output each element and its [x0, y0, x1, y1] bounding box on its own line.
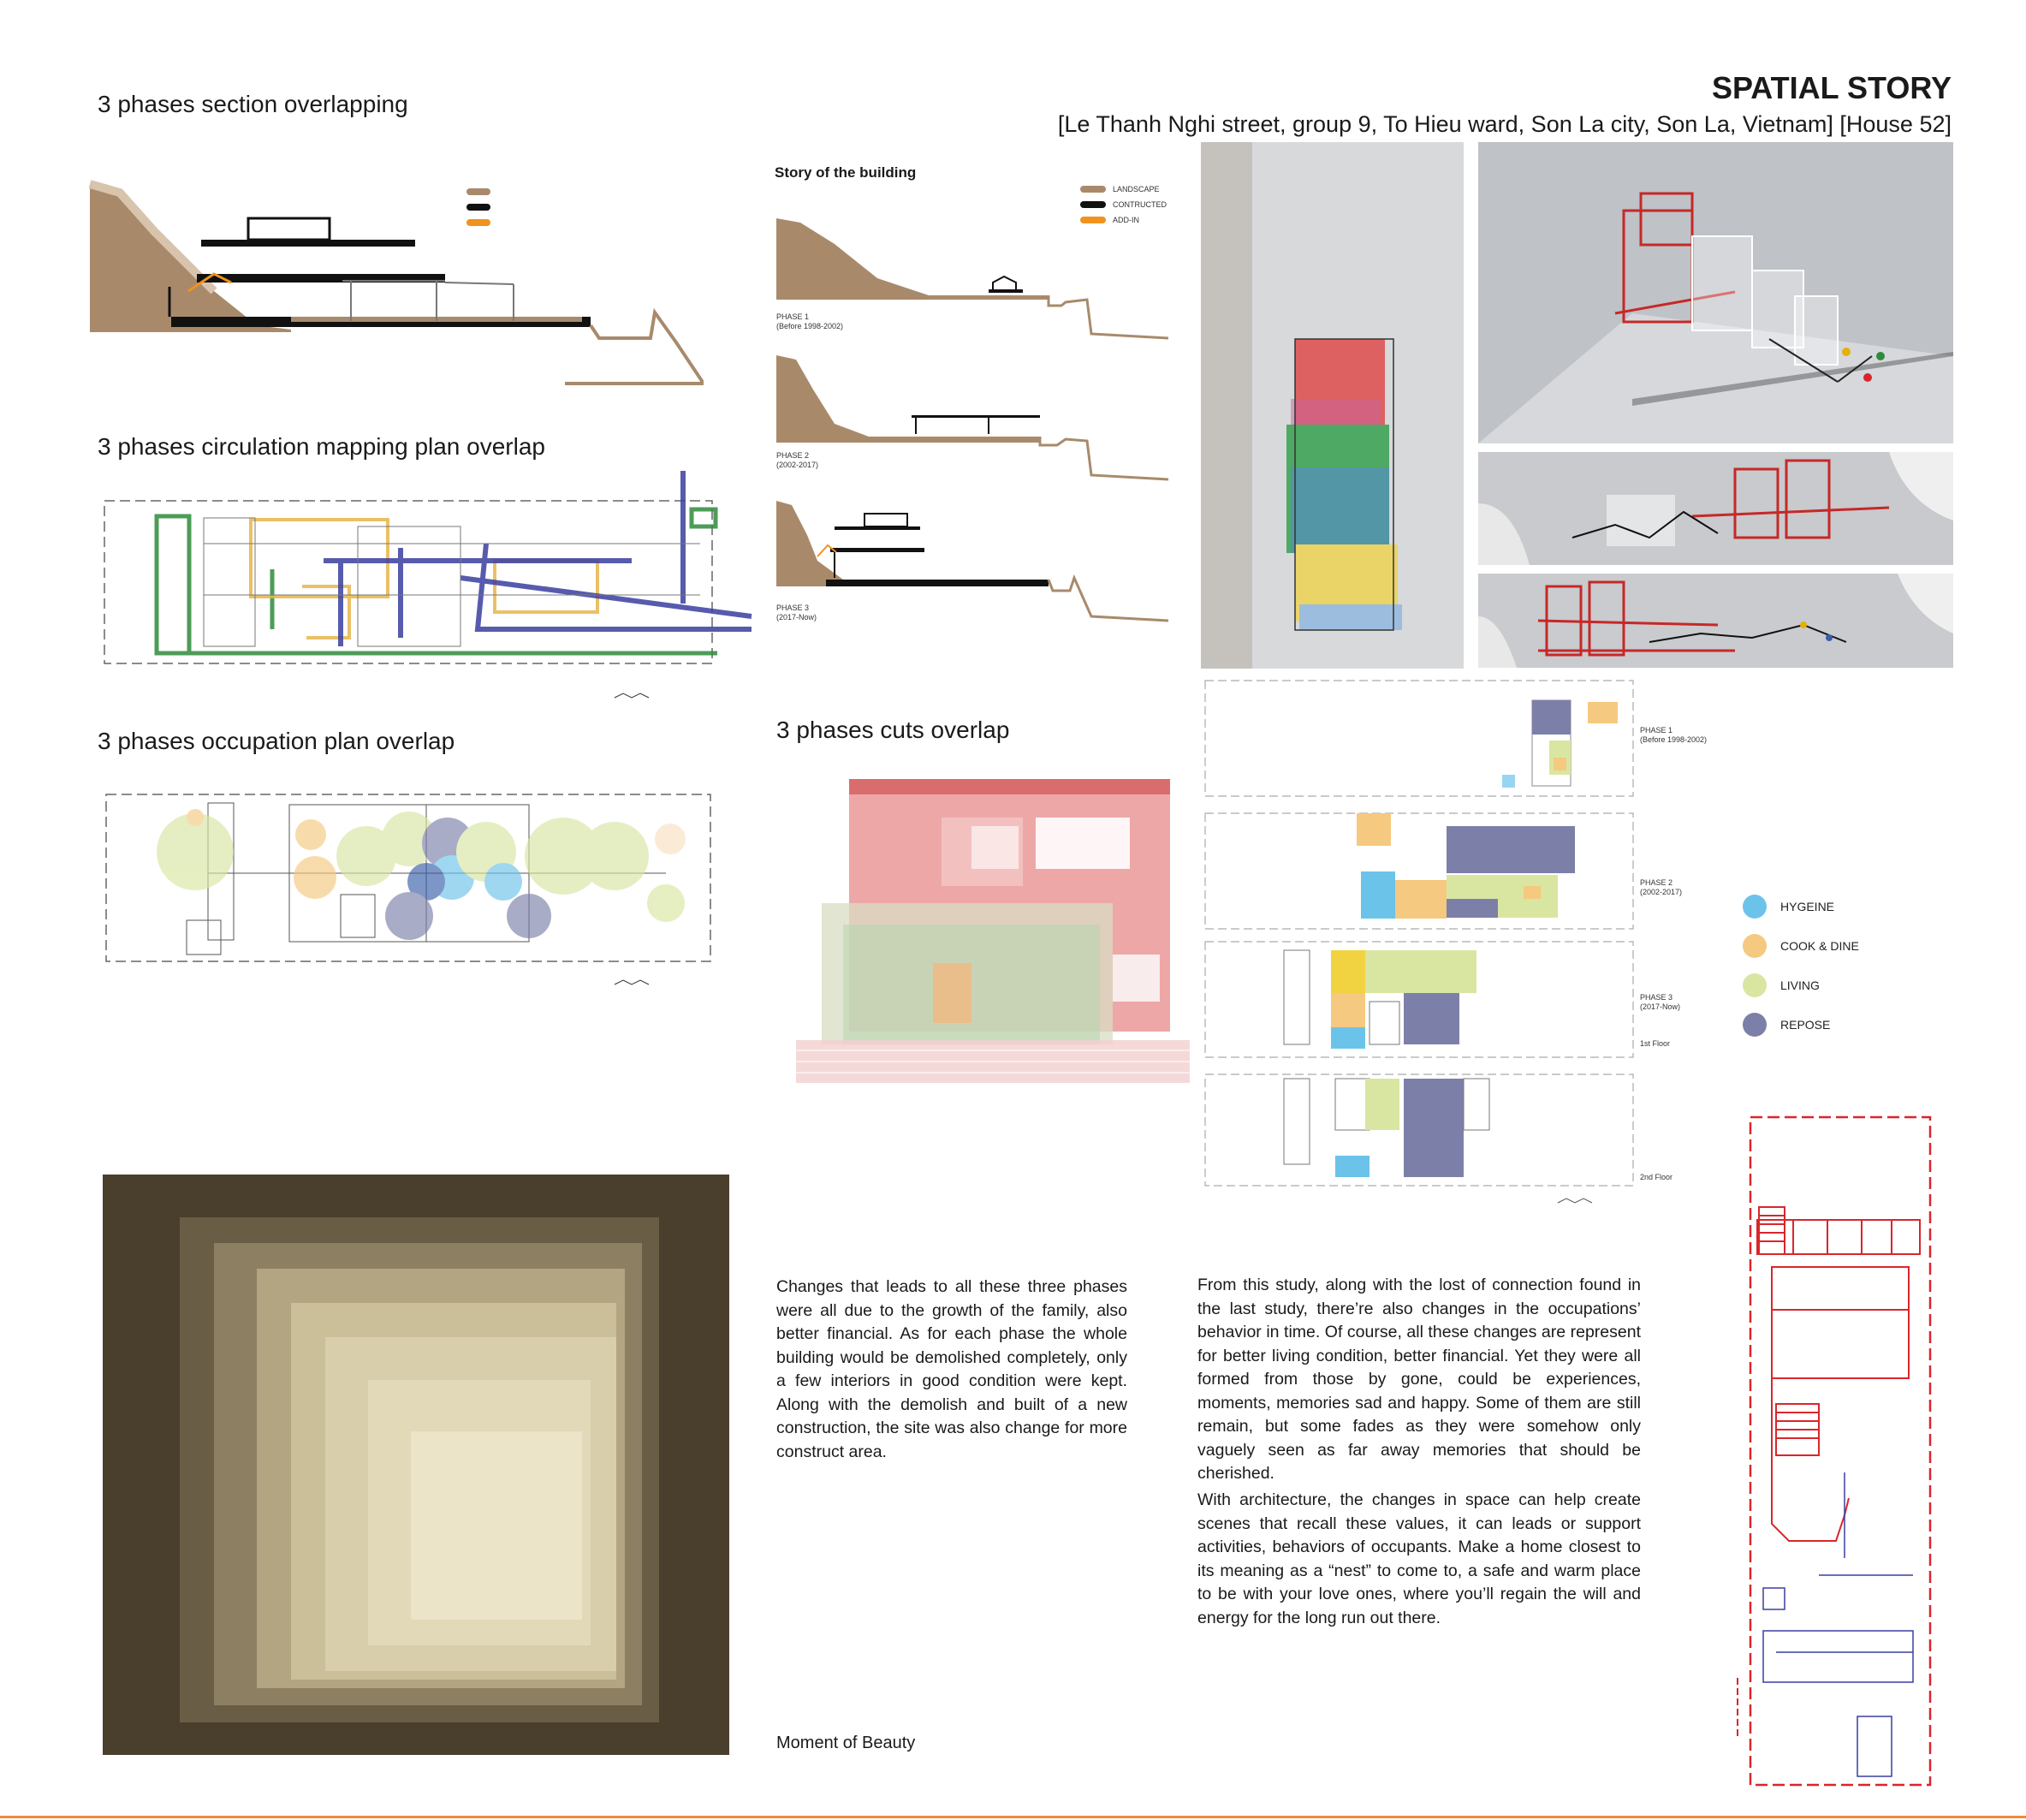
phase-period: (2017-Now) [776, 613, 817, 622]
phase-period: (2002-2017) [776, 461, 819, 469]
moment-of-beauty-image [103, 1175, 729, 1755]
architecture-paragraph: With architecture, the changes in space can help create scenes that recall these values, it can leads or support activities, behaviors of occupants. Make a home closest to its meaning as a “nest” to come to, a safe and warm place to be with your love ones, where you’ll regain the will and energy for the long run out there. [1197, 1490, 1641, 1627]
model-photo-elevation-1 [1478, 452, 1953, 565]
legend-label: LANDSCAPE [1113, 184, 1160, 193]
occupation-plan-drawing [101, 788, 717, 997]
phase-name: PHASE 2 [1640, 878, 1673, 887]
repose-swatch [1743, 1013, 1767, 1037]
occupation-phase-3-label [1640, 993, 1680, 1012]
bottom-accent-line [0, 1816, 2026, 1818]
model-photo-perspective-image [1478, 142, 1953, 443]
circulation-overlap-heading: 3 phases circulation mapping plan overlap [98, 433, 545, 460]
living-swatch [1743, 973, 1767, 997]
floor-label-2: 2nd Floor [1640, 1173, 1673, 1181]
model-photo-elevation-2-image [1478, 574, 1953, 668]
model-photo-perspective [1478, 142, 1953, 443]
occupation-overlap-heading: 3 phases occupation plan overlap [98, 728, 455, 754]
legend-label: REPOSE [1780, 1018, 1831, 1032]
legend-hygeine [1743, 887, 1859, 926]
model-photo-top-view [1201, 142, 1464, 669]
cuts-overlap-drawing [796, 775, 1198, 1087]
legend-label: CONTRUCTED [1113, 199, 1167, 209]
cook-dine-swatch [1743, 934, 1767, 958]
occupation-phases-drawing [1198, 676, 1643, 1207]
hygeine-swatch [1743, 895, 1767, 919]
legend-cook-dine [1743, 926, 1859, 966]
phase-period: (2002-2017) [1640, 888, 1683, 896]
phase-period: (Before 1998-2002) [1640, 735, 1708, 744]
story-phase-1-label [776, 312, 843, 331]
phase-period: (2017-Now) [1640, 1002, 1681, 1011]
story-title: Story of the building [775, 164, 917, 181]
phase-period: (Before 1998-2002) [776, 322, 844, 330]
changes-paragraph: Changes that leads to all these three phases were all due to the growth of the family, also better financial. As for each phase the whole building would be demolished completely, only a few interiors in good condition were kept. Along with the demolish and built of a new construction, the site was also change for more construct area. [776, 1277, 1127, 1461]
phase-name: PHASE 1 [776, 312, 810, 321]
model-photo-elevation-1-image [1478, 452, 1953, 565]
cuts-overlap-heading: 3 phases cuts overlap [776, 717, 1010, 743]
layer [411, 1431, 582, 1620]
legend-label: COOK & DINE [1780, 939, 1859, 953]
floor-label-1: 1st Floor [1640, 1039, 1671, 1048]
legend-repose [1743, 1005, 1859, 1044]
phase-name: PHASE 3 [776, 604, 810, 612]
phase-sections-drawing [775, 210, 1177, 638]
legend-living [1743, 966, 1859, 1005]
phase-name: PHASE 3 [1640, 993, 1673, 1002]
phase-name: PHASE 2 [776, 451, 810, 460]
story-phase-3-label [776, 604, 817, 622]
legend-label: ADD-IN [1113, 215, 1139, 224]
occupation-phase-1-label [1640, 726, 1707, 745]
page-subtitle: [Le Thanh Nghi street, group 9, To Hieu ward, Son La city, Son La, Vietnam] [House 52] [1057, 111, 1952, 137]
phase-name: PHASE 1 [1640, 726, 1673, 735]
section-overlap-heading: 3 phases section overlapping [98, 91, 408, 117]
legend-landscape [1080, 181, 1167, 197]
landscape-swatch [1080, 186, 1106, 193]
occupation-phase-2-label [1640, 878, 1682, 897]
moment-caption: Moment of Beauty [776, 1734, 916, 1752]
legend-label: HYGEINE [1780, 900, 1835, 913]
circulation-plan-drawing [101, 467, 760, 706]
story-phase-2-label [776, 451, 818, 470]
occupation-legend [1743, 887, 1859, 1044]
red-plan-drawing [1708, 1113, 1943, 1798]
section-overlap-drawing [86, 180, 710, 394]
constructed-swatch [1080, 201, 1106, 208]
model-photo-top-view-image [1201, 142, 1464, 669]
page-title: SPATIAL STORY [1711, 70, 1952, 105]
legend-label: LIVING [1780, 978, 1820, 992]
study-paragraph: From this study, along with the lost of connection found in the last study, there’re also changes in the occupations’ behavior in time. Of course, all these changes are represent for better living condition, better financial. Yet they were all formed from those by gone, could be experiences, moments, memories sad and happy. Some of them are still remain, but some fades as they were somehow only vaguely seen as far away memories that should be cherished. [1197, 1276, 1641, 1483]
model-photo-elevation-2 [1478, 574, 1953, 668]
